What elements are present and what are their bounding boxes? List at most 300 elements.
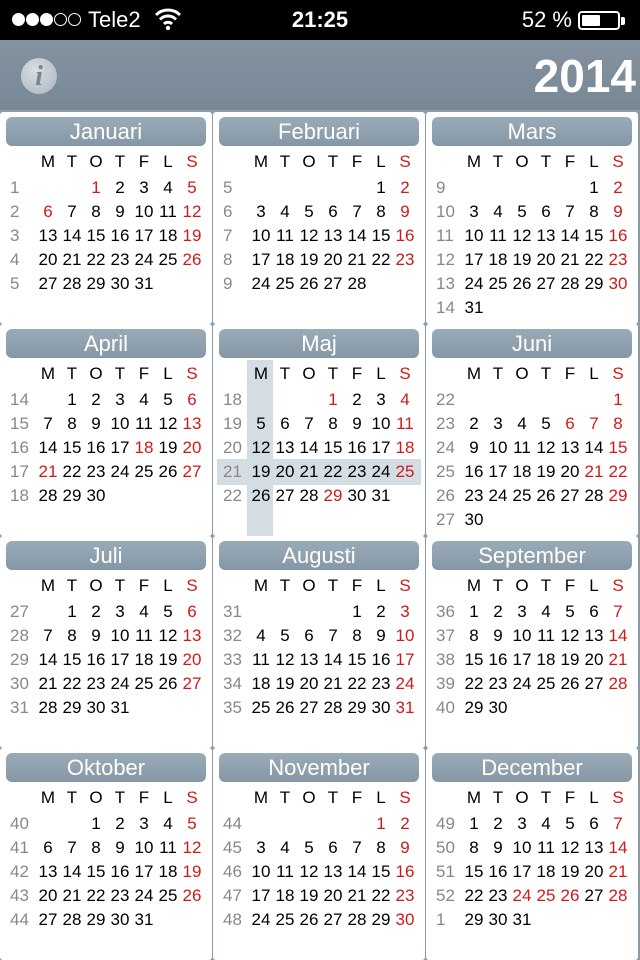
day-cell[interactable]: 17 — [488, 462, 508, 481]
month-april[interactable] — [0, 324, 212, 536]
day-cell[interactable]: 7 — [613, 814, 623, 833]
day-cell[interactable]: 15 — [86, 862, 106, 881]
day-cell[interactable]: 5 — [163, 602, 173, 621]
day-cell[interactable]: 21 — [608, 650, 628, 669]
day-cell[interactable]: 29 — [323, 486, 343, 505]
day-cell[interactable]: 1 — [67, 602, 77, 621]
day-cell[interactable]: 13 — [182, 414, 202, 433]
day-cell[interactable]: 18 — [134, 438, 154, 457]
day-cell[interactable]: 14 — [38, 650, 58, 669]
day-cell[interactable]: 17 — [110, 438, 130, 457]
day-cell[interactable]: 25 — [512, 486, 532, 505]
day-cell[interactable]: 22 — [62, 674, 82, 693]
day-cell[interactable]: 2 — [115, 178, 125, 197]
day-cell[interactable]: 1 — [613, 390, 623, 409]
day-cell[interactable]: 29 — [62, 698, 82, 717]
day-cell[interactable]: 20 — [275, 462, 295, 481]
day-cell[interactable]: 26 — [512, 274, 532, 293]
day-cell[interactable]: 29 — [86, 274, 106, 293]
day-cell[interactable]: 3 — [115, 602, 125, 621]
day-cell[interactable]: 11 — [135, 626, 153, 645]
day-cell[interactable]: 27 — [323, 274, 343, 293]
month-title[interactable]: Oktober — [6, 753, 206, 782]
day-cell[interactable]: 11 — [513, 438, 531, 457]
day-cell[interactable]: 31 — [134, 910, 154, 929]
day-cell[interactable]: 9 — [376, 626, 386, 645]
day-cell[interactable]: 21 — [560, 250, 580, 269]
day-cell[interactable]: 20 — [182, 650, 202, 669]
day-cell[interactable]: 19 — [560, 650, 580, 669]
info-icon[interactable]: i — [20, 57, 58, 95]
day-cell[interactable]: 14 — [299, 438, 319, 457]
day-cell[interactable]: 17 — [371, 438, 391, 457]
day-cell[interactable]: 15 — [62, 438, 82, 457]
day-cell[interactable]: 10 — [512, 838, 532, 857]
day-cell[interactable]: 20 — [323, 886, 343, 905]
day-cell[interactable]: 7 — [565, 202, 575, 221]
day-cell[interactable]: 16 — [395, 226, 415, 245]
month-augusti[interactable] — [213, 536, 425, 748]
day-cell[interactable]: 6 — [328, 202, 338, 221]
day-cell[interactable]: 15 — [464, 650, 484, 669]
day-cell[interactable]: 21 — [584, 462, 604, 481]
day-cell[interactable]: 5 — [187, 814, 197, 833]
day-cell[interactable]: 2 — [91, 602, 101, 621]
day-cell[interactable]: 8 — [352, 626, 362, 645]
day-cell[interactable]: 25 — [251, 698, 271, 717]
day-cell[interactable]: 31 — [464, 298, 484, 317]
day-cell[interactable]: 13 — [536, 226, 556, 245]
day-cell[interactable]: 29 — [464, 698, 484, 717]
month-title[interactable]: Juli — [6, 541, 206, 570]
day-cell[interactable]: 22 — [371, 886, 391, 905]
day-cell[interactable]: 29 — [464, 910, 484, 929]
day-cell[interactable]: 4 — [256, 626, 266, 645]
day-cell[interactable]: 7 — [43, 414, 53, 433]
day-cell[interactable]: 27 — [299, 698, 319, 717]
day-cell[interactable]: 21 — [38, 674, 58, 693]
day-cell[interactable]: 17 — [512, 650, 532, 669]
day-cell[interactable]: 11 — [159, 838, 177, 857]
day-cell[interactable]: 12 — [299, 862, 319, 881]
day-cell[interactable]: 21 — [323, 674, 343, 693]
day-cell[interactable]: 17 — [512, 862, 532, 881]
day-cell[interactable]: 1 — [91, 814, 101, 833]
day-cell[interactable]: 10 — [251, 862, 271, 881]
day-cell[interactable]: 22 — [608, 462, 628, 481]
day-cell[interactable]: 26 — [536, 486, 556, 505]
day-cell[interactable]: 15 — [347, 650, 367, 669]
day-cell[interactable]: 11 — [252, 650, 270, 669]
day-cell[interactable]: 5 — [163, 390, 173, 409]
day-cell[interactable]: 18 — [134, 650, 154, 669]
day-cell[interactable]: 17 — [395, 650, 415, 669]
day-cell[interactable]: 6 — [304, 626, 314, 645]
day-cell[interactable]: 9 — [613, 202, 623, 221]
day-cell[interactable]: 15 — [86, 226, 106, 245]
day-cell[interactable]: 14 — [584, 438, 604, 457]
day-cell[interactable]: 5 — [256, 414, 266, 433]
month-title[interactable]: Februari — [219, 117, 419, 146]
day-cell[interactable]: 27 — [38, 910, 58, 929]
day-cell[interactable]: 3 — [517, 602, 527, 621]
day-cell[interactable]: 14 — [62, 862, 82, 881]
day-cell[interactable]: 6 — [43, 838, 53, 857]
day-cell[interactable]: 11 — [537, 626, 555, 645]
day-cell[interactable]: 28 — [323, 698, 343, 717]
day-cell[interactable]: 31 — [134, 274, 154, 293]
day-cell[interactable]: 16 — [395, 862, 415, 881]
day-cell[interactable]: 14 — [323, 650, 343, 669]
month-title[interactable]: April — [6, 329, 206, 358]
day-cell[interactable]: 11 — [159, 202, 177, 221]
day-cell[interactable]: 26 — [158, 674, 178, 693]
day-cell[interactable]: 8 — [67, 414, 77, 433]
day-cell[interactable]: 6 — [187, 602, 197, 621]
day-cell[interactable]: 2 — [613, 178, 623, 197]
day-cell[interactable]: 3 — [139, 178, 149, 197]
day-cell[interactable]: 6 — [541, 202, 551, 221]
day-cell[interactable]: 10 — [371, 414, 391, 433]
day-cell[interactable]: 28 — [62, 274, 82, 293]
day-cell[interactable]: 8 — [67, 626, 77, 645]
day-cell[interactable]: 13 — [275, 438, 295, 457]
day-cell[interactable]: 12 — [536, 438, 556, 457]
day-cell[interactable]: 15 — [464, 862, 484, 881]
day-cell[interactable]: 15 — [371, 862, 391, 881]
month-title[interactable]: November — [219, 753, 419, 782]
day-cell[interactable]: 24 — [464, 274, 484, 293]
day-cell[interactable]: 16 — [464, 462, 484, 481]
day-cell[interactable]: 13 — [182, 626, 202, 645]
day-cell[interactable]: 13 — [584, 838, 604, 857]
day-cell[interactable]: 13 — [38, 862, 58, 881]
day-cell[interactable]: 3 — [493, 414, 503, 433]
day-cell[interactable]: 22 — [347, 674, 367, 693]
day-cell[interactable]: 23 — [86, 462, 106, 481]
day-cell[interactable]: 29 — [371, 910, 391, 929]
day-cell[interactable]: 8 — [328, 414, 338, 433]
month-title[interactable]: Juni — [432, 329, 632, 358]
day-cell[interactable]: 30 — [464, 510, 484, 529]
day-cell[interactable]: 15 — [371, 226, 391, 245]
day-cell[interactable]: 11 — [276, 862, 294, 881]
day-cell[interactable]: 23 — [110, 886, 130, 905]
day-cell[interactable]: 7 — [67, 202, 77, 221]
month-januari[interactable] — [0, 112, 212, 324]
day-cell[interactable]: 4 — [163, 178, 173, 197]
day-cell[interactable]: 30 — [110, 910, 130, 929]
day-cell[interactable]: 25 — [134, 462, 154, 481]
day-cell[interactable]: 12 — [158, 414, 178, 433]
day-cell[interactable]: 24 — [134, 250, 154, 269]
day-cell[interactable]: 21 — [608, 862, 628, 881]
day-cell[interactable]: 10 — [134, 202, 154, 221]
day-cell[interactable]: 16 — [371, 650, 391, 669]
day-cell[interactable]: 20 — [584, 650, 604, 669]
day-cell[interactable]: 21 — [299, 462, 319, 481]
day-cell[interactable]: 23 — [608, 250, 628, 269]
day-cell[interactable]: 25 — [275, 274, 295, 293]
month-title[interactable]: December — [432, 753, 632, 782]
day-cell[interactable]: 4 — [163, 814, 173, 833]
day-cell[interactable]: 26 — [251, 486, 271, 505]
day-cell[interactable]: 27 — [323, 910, 343, 929]
day-cell[interactable]: 12 — [560, 626, 580, 645]
day-cell[interactable]: 18 — [512, 462, 532, 481]
day-cell[interactable]: 4 — [517, 414, 527, 433]
day-cell[interactable]: 14 — [38, 438, 58, 457]
day-cell[interactable]: 7 — [352, 202, 362, 221]
day-cell[interactable]: 20 — [299, 674, 319, 693]
day-cell[interactable]: 14 — [62, 226, 82, 245]
day-cell[interactable]: 19 — [299, 886, 319, 905]
day-cell[interactable]: 2 — [493, 814, 503, 833]
day-cell[interactable]: 8 — [613, 414, 623, 433]
day-cell[interactable]: 1 — [91, 178, 101, 197]
day-cell[interactable]: 28 — [38, 698, 58, 717]
day-cell[interactable]: 6 — [565, 414, 575, 433]
day-cell[interactable]: 30 — [110, 274, 130, 293]
day-cell[interactable]: 3 — [139, 814, 149, 833]
day-cell[interactable]: 2 — [400, 814, 410, 833]
month-title[interactable]: Maj — [219, 329, 419, 358]
day-cell[interactable]: 20 — [323, 250, 343, 269]
month-februari[interactable] — [213, 112, 425, 324]
day-cell[interactable]: 9 — [91, 626, 101, 645]
day-cell[interactable]: 23 — [86, 674, 106, 693]
day-cell[interactable]: 20 — [38, 886, 58, 905]
day-cell[interactable]: 22 — [464, 886, 484, 905]
day-cell[interactable]: 2 — [400, 178, 410, 197]
day-cell[interactable]: 24 — [488, 486, 508, 505]
day-cell[interactable]: 5 — [280, 626, 290, 645]
day-cell[interactable]: 10 — [251, 226, 271, 245]
day-cell[interactable]: 4 — [139, 602, 149, 621]
day-cell[interactable]: 4 — [541, 602, 551, 621]
day-cell[interactable]: 3 — [469, 202, 479, 221]
day-cell[interactable]: 3 — [400, 602, 410, 621]
day-cell[interactable]: 27 — [560, 486, 580, 505]
day-cell[interactable]: 11 — [396, 414, 414, 433]
day-cell[interactable]: 5 — [304, 838, 314, 857]
day-cell[interactable]: 24 — [110, 674, 130, 693]
day-cell[interactable]: 23 — [488, 674, 508, 693]
day-cell[interactable]: 27 — [584, 674, 604, 693]
day-cell[interactable]: 27 — [584, 886, 604, 905]
day-cell[interactable]: 31 — [395, 698, 415, 717]
day-cell[interactable]: 22 — [584, 250, 604, 269]
day-cell[interactable]: 28 — [608, 674, 628, 693]
day-cell[interactable]: 24 — [512, 886, 532, 905]
day-cell[interactable]: 21 — [347, 250, 367, 269]
day-cell[interactable]: 16 — [86, 438, 106, 457]
day-cell[interactable]: 1 — [328, 390, 338, 409]
day-cell[interactable]: 19 — [158, 650, 178, 669]
day-cell[interactable]: 9 — [91, 414, 101, 433]
month-november[interactable] — [213, 748, 425, 960]
day-cell[interactable]: 17 — [134, 862, 154, 881]
day-cell[interactable]: 29 — [347, 698, 367, 717]
day-cell[interactable]: 13 — [584, 626, 604, 645]
day-cell[interactable]: 1 — [376, 814, 386, 833]
day-cell[interactable]: 2 — [493, 602, 503, 621]
day-cell[interactable]: 12 — [512, 226, 532, 245]
day-cell[interactable]: 4 — [541, 814, 551, 833]
day-cell[interactable]: 3 — [256, 202, 266, 221]
month-juni[interactable] — [426, 324, 638, 536]
day-cell[interactable]: 26 — [299, 910, 319, 929]
day-cell[interactable]: 16 — [110, 862, 130, 881]
day-cell[interactable]: 20 — [584, 862, 604, 881]
day-cell[interactable]: 24 — [251, 274, 271, 293]
day-cell[interactable]: 16 — [608, 226, 628, 245]
day-cell[interactable]: 25 — [536, 886, 556, 905]
day-cell[interactable]: 19 — [251, 462, 271, 481]
day-cell[interactable]: 5 — [565, 602, 575, 621]
day-cell[interactable]: 24 — [251, 910, 271, 929]
day-cell[interactable]: 19 — [182, 862, 202, 881]
day-cell[interactable]: 26 — [182, 250, 202, 269]
day-cell[interactable]: 19 — [512, 250, 532, 269]
day-cell[interactable]: 18 — [275, 886, 295, 905]
day-cell[interactable]: 8 — [469, 626, 479, 645]
day-cell[interactable]: 1 — [376, 178, 386, 197]
day-cell[interactable]: 13 — [323, 226, 343, 245]
day-cell[interactable]: 16 — [488, 862, 508, 881]
month-juli[interactable] — [0, 536, 212, 748]
day-cell[interactable]: 18 — [158, 226, 178, 245]
day-cell[interactable]: 14 — [347, 226, 367, 245]
day-cell[interactable]: 31 — [371, 486, 391, 505]
day-cell[interactable]: 24 — [134, 886, 154, 905]
month-maj[interactable] — [213, 324, 425, 536]
day-cell[interactable]: 3 — [256, 838, 266, 857]
month-title[interactable]: Augusti — [219, 541, 419, 570]
day-cell[interactable]: 24 — [395, 674, 415, 693]
day-cell[interactable]: 17 — [134, 226, 154, 245]
day-cell[interactable]: 29 — [86, 910, 106, 929]
day-cell[interactable]: 17 — [110, 650, 130, 669]
day-cell[interactable]: 7 — [352, 838, 362, 857]
day-cell[interactable]: 2 — [91, 390, 101, 409]
day-cell[interactable]: 11 — [489, 226, 507, 245]
day-cell[interactable]: 30 — [86, 486, 106, 505]
day-cell[interactable]: 16 — [347, 438, 367, 457]
day-cell[interactable]: 7 — [589, 414, 599, 433]
day-cell[interactable]: 9 — [493, 626, 503, 645]
day-cell[interactable]: 25 — [536, 674, 556, 693]
day-cell[interactable]: 8 — [469, 838, 479, 857]
day-cell[interactable]: 15 — [584, 226, 604, 245]
day-cell[interactable]: 26 — [275, 698, 295, 717]
day-cell[interactable]: 10 — [134, 838, 154, 857]
day-cell[interactable]: 22 — [86, 250, 106, 269]
day-cell[interactable]: 29 — [608, 486, 628, 505]
day-cell[interactable]: 12 — [182, 202, 202, 221]
day-cell[interactable]: 27 — [38, 274, 58, 293]
day-cell[interactable]: 23 — [347, 462, 367, 481]
day-cell[interactable]: 22 — [371, 250, 391, 269]
day-cell[interactable]: 7 — [67, 838, 77, 857]
day-cell[interactable]: 20 — [536, 250, 556, 269]
day-cell[interactable]: 26 — [158, 462, 178, 481]
day-cell[interactable]: 9 — [400, 838, 410, 857]
day-cell[interactable]: 12 — [299, 226, 319, 245]
day-cell[interactable]: 9 — [469, 438, 479, 457]
day-cell[interactable]: 22 — [62, 462, 82, 481]
day-cell[interactable]: 26 — [299, 274, 319, 293]
day-cell[interactable]: 11 — [537, 838, 555, 857]
month-september[interactable] — [426, 536, 638, 748]
month-title[interactable]: Januari — [6, 117, 206, 146]
day-cell[interactable]: 28 — [62, 910, 82, 929]
day-cell[interactable]: 25 — [488, 274, 508, 293]
day-cell[interactable]: 22 — [86, 886, 106, 905]
day-cell[interactable]: 26 — [560, 886, 580, 905]
day-cell[interactable]: 25 — [158, 250, 178, 269]
day-cell[interactable]: 7 — [328, 626, 338, 645]
day-cell[interactable]: 28 — [608, 886, 628, 905]
day-cell[interactable]: 12 — [560, 838, 580, 857]
day-cell[interactable]: 25 — [395, 462, 415, 481]
day-cell[interactable]: 18 — [395, 438, 415, 457]
day-cell[interactable]: 4 — [280, 838, 290, 857]
day-cell[interactable]: 13 — [323, 862, 343, 881]
day-cell[interactable]: 29 — [62, 486, 82, 505]
day-cell[interactable]: 5 — [541, 414, 551, 433]
day-cell[interactable]: 31 — [110, 698, 130, 717]
day-cell[interactable]: 12 — [251, 438, 271, 457]
day-cell[interactable]: 21 — [347, 886, 367, 905]
day-cell[interactable]: 24 — [512, 674, 532, 693]
day-cell[interactable]: 14 — [608, 626, 628, 645]
day-cell[interactable]: 16 — [86, 650, 106, 669]
day-cell[interactable]: 30 — [395, 910, 415, 929]
day-cell[interactable]: 18 — [536, 650, 556, 669]
day-cell[interactable]: 19 — [536, 462, 556, 481]
day-cell[interactable]: 13 — [38, 226, 58, 245]
day-cell[interactable]: 27 — [182, 462, 202, 481]
month-mars[interactable] — [426, 112, 638, 324]
day-cell[interactable]: 14 — [347, 862, 367, 881]
day-cell[interactable]: 23 — [488, 886, 508, 905]
day-cell[interactable]: 30 — [371, 698, 391, 717]
day-cell[interactable]: 6 — [589, 602, 599, 621]
day-cell[interactable]: 5 — [304, 202, 314, 221]
day-cell[interactable]: 3 — [376, 390, 386, 409]
day-cell[interactable]: 3 — [115, 390, 125, 409]
day-cell[interactable]: 12 — [275, 650, 295, 669]
day-cell[interactable]: 25 — [158, 886, 178, 905]
day-cell[interactable]: 9 — [493, 838, 503, 857]
day-cell[interactable]: 2 — [352, 390, 362, 409]
day-cell[interactable]: 8 — [91, 202, 101, 221]
day-cell[interactable]: 18 — [251, 674, 271, 693]
day-cell[interactable]: 27 — [182, 674, 202, 693]
day-cell[interactable]: 30 — [86, 698, 106, 717]
day-cell[interactable]: 12 — [182, 838, 202, 857]
day-cell[interactable]: 5 — [517, 202, 527, 221]
day-cell[interactable]: 23 — [371, 674, 391, 693]
day-cell[interactable]: 10 — [488, 438, 508, 457]
day-cell[interactable]: 23 — [464, 486, 484, 505]
day-cell[interactable]: 16 — [110, 226, 130, 245]
day-cell[interactable]: 13 — [560, 438, 580, 457]
month-oktober[interactable] — [0, 748, 212, 960]
day-cell[interactable]: 4 — [400, 390, 410, 409]
day-cell[interactable]: 4 — [280, 202, 290, 221]
